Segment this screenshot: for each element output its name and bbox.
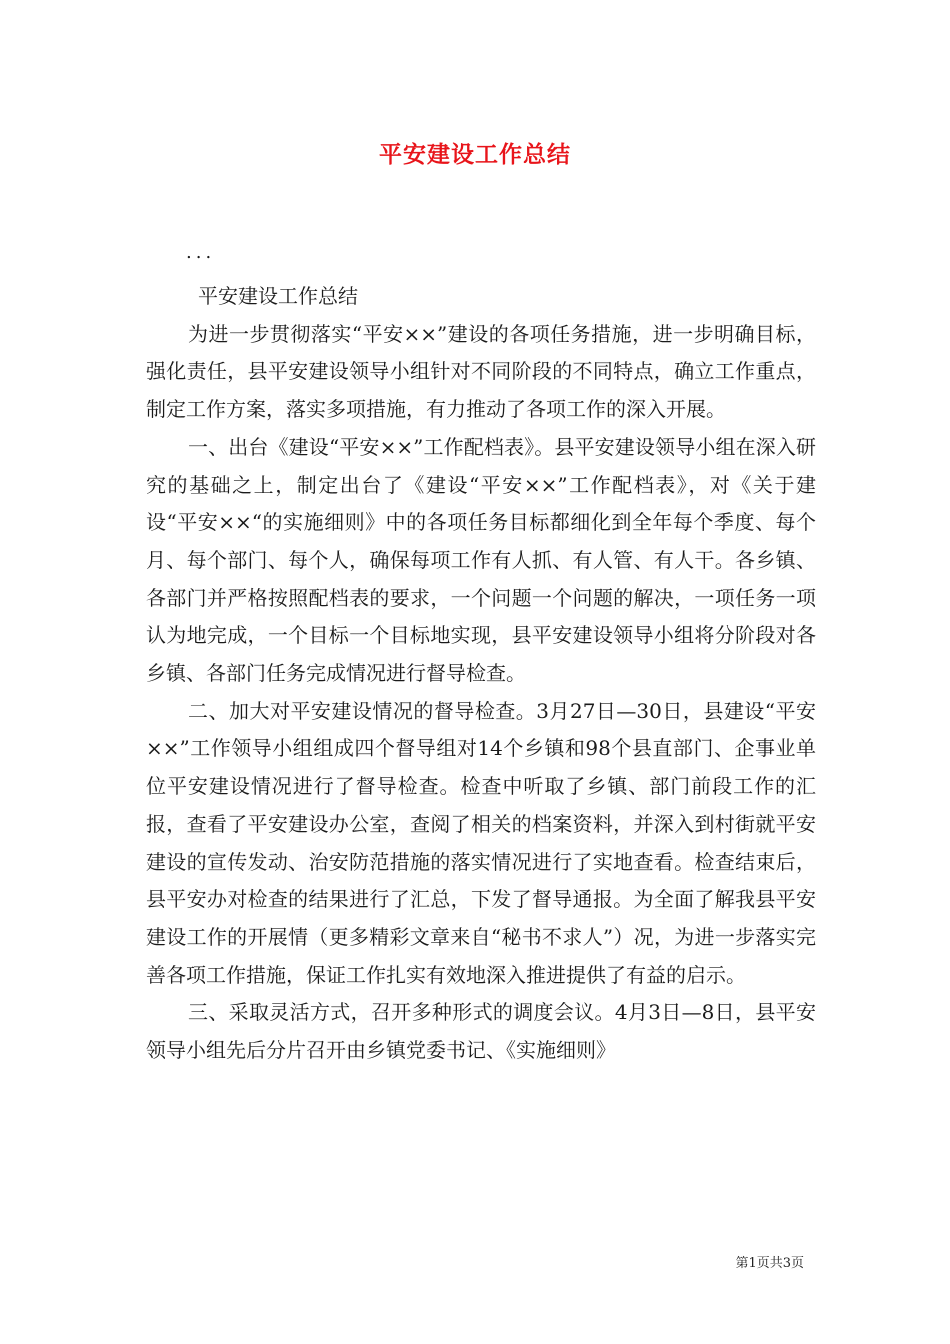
paragraph-intro: 为进一步贯彻落实“平安××”建设的各项任务措施，进一步明确目标，强化责任，县平安建设领导小组针对不同阶段的不同特点，确立工作重点，制定工作方案，落实多项措施，有力推动了各项工作的深入开展。 [146,321,816,422]
paragraph-section-2: 二、加大对平安建设情况的督导检查。3月27日—30日，县建设“平安××”工作领导小组组成四个督导组对14个乡镇和98个县直部门、企事业单位平安建设情况进行了督导检查。检查中听取了乡镇、部门前段工作的汇报，查看了平安建设办公室，查阅了相关的档案资料，并深入到村街就平安建设的宣传发动、治安防范措施的落实情况进行了实地查看。检查结束后，县平安办对检查的结果进行了汇总，下发了督导通报。为全面了解我县平安建设工作的开展情（更多精彩文章来自“秘书不求人”）况，为进一步落实完善各项工作措施，保证工作扎实有效地深入推进提供了有益的启示。 [146,698,816,987]
document-title: 平安建设工作总结 [379,141,571,168]
ellipsis-mark: ... [186,242,216,263]
document-body [146,278,816,1070]
paragraph-section-1: 一、出台《建设“平安××”工作配档表》。县平安建设领导小组在深入研究的基础之上，制定出台了《建设“平安××”工作配档表》，对《关于建设“平安××“的实施细则》中的各项任务目标都细化到全年每个季度、每个月、每个部门、每个人，确保每项工作有人抓、有人管、有人干。各乡镇、各部门并严格按照配档表的要求，一个问题一个问题的解决，一项任务一项认为地完成，一个目标一个目标地实现，县平安建设领导小组将分阶段对各乡镇、各部门任务完成情况进行督导检查。 [146,434,816,686]
page-number-footer: 第1页共3页 [735,1256,804,1271]
paragraph-section-3: 三、采取灵活方式，召开多种形式的调度会议。4月3日—8日，县平安领导小组先后分片召开由乡镇党委书记、《实施细则》 [146,1000,816,1063]
document-subtitle: 平安建设工作总结 [198,284,358,308]
